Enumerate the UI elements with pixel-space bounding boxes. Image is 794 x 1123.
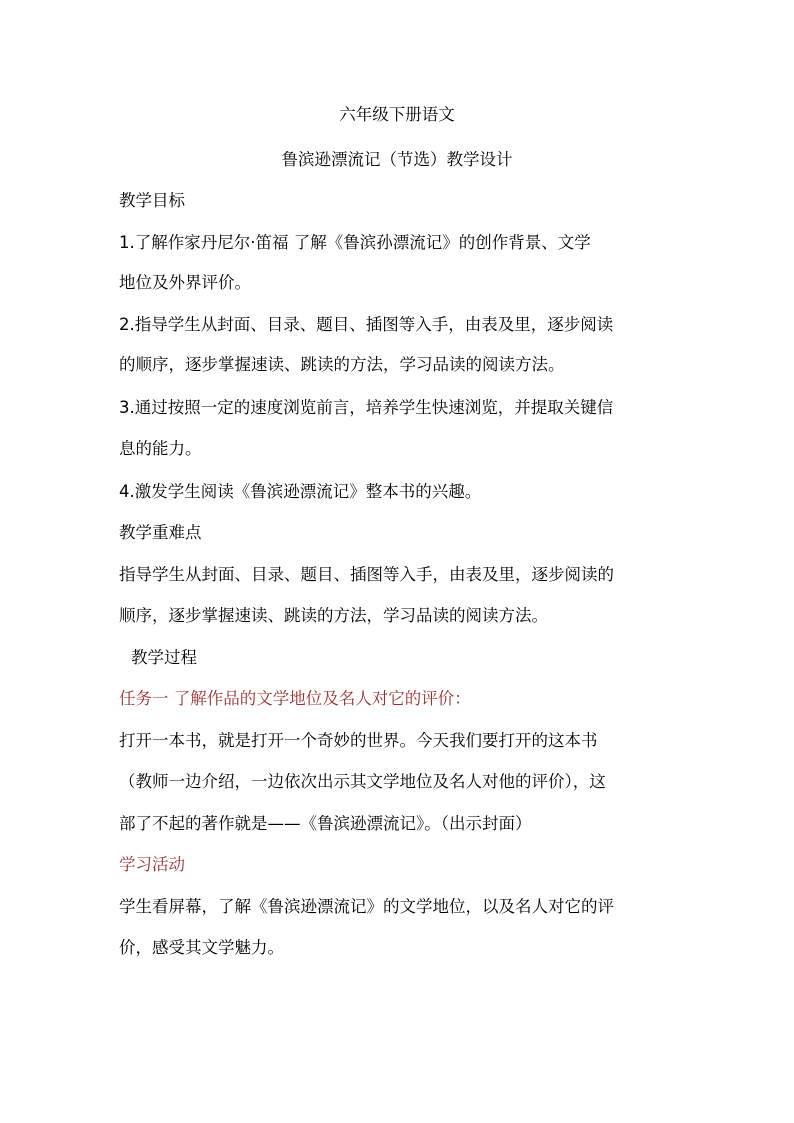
key-points-heading: 教学重难点: [119, 523, 202, 542]
objectives-heading: 教学目标: [119, 191, 185, 210]
task-1-heading: 任务一 了解作品的文学地位及名人对它的评价：: [119, 689, 471, 708]
objective-2-line-2: 的顺序，逐步掌握速读、跳读的方法，学习品读的阅读方法。: [119, 355, 565, 374]
objective-2-line-1: 2.指导学生从封面、目录、题目、插图等入手，由表及里，逐步阅读: [119, 315, 614, 334]
task-1-line-3: 部了不起的著作就是——《鲁滨逊漂流记》。（出示封面）: [119, 814, 532, 833]
activity-line-1: 学生看屏幕，了解《鲁滨逊漂流记》的文学地位，以及名人对它的评: [119, 897, 614, 916]
key-points-line-1: 指导学生从封面、目录、题目、插图等入手，由表及里，逐步阅读的: [119, 565, 614, 584]
task-1-line-1: 打开一本书，就是打开一个奇妙的世界。今天我们要打开的这本书: [119, 731, 598, 750]
key-points-line-2: 顺序，逐步掌握速读、跳读的方法，学习品读的阅读方法。: [119, 606, 548, 625]
document-subtitle: 鲁滨逊漂流记（节选）教学设计: [281, 150, 513, 169]
process-heading: 教学过程: [131, 648, 197, 667]
document-title: 六年级下册语文: [339, 105, 455, 124]
task-1-line-2: （教师一边介绍，一边依次出示其文学地位及名人对他的评价），这: [119, 772, 606, 791]
objective-3-line-1: 3.通过按照一定的速度浏览前言，培养学生快速浏览，并提取关键信: [119, 398, 614, 417]
objective-1-line-2: 地位及外界评价。: [119, 273, 251, 292]
activity-heading: 学习活动: [119, 855, 185, 874]
objective-1-line-1: 1.了解作家丹尼尔·笛福 了解《鲁滨孙漂流记》的创作背景、文学: [119, 233, 591, 252]
objective-3-line-2: 息的能力。: [119, 439, 202, 458]
activity-line-2: 价，感受其文学魅力。: [119, 938, 284, 957]
objective-4: 4.激发学生阅读《鲁滨逊漂流记》整本书的兴趣。: [119, 482, 482, 501]
